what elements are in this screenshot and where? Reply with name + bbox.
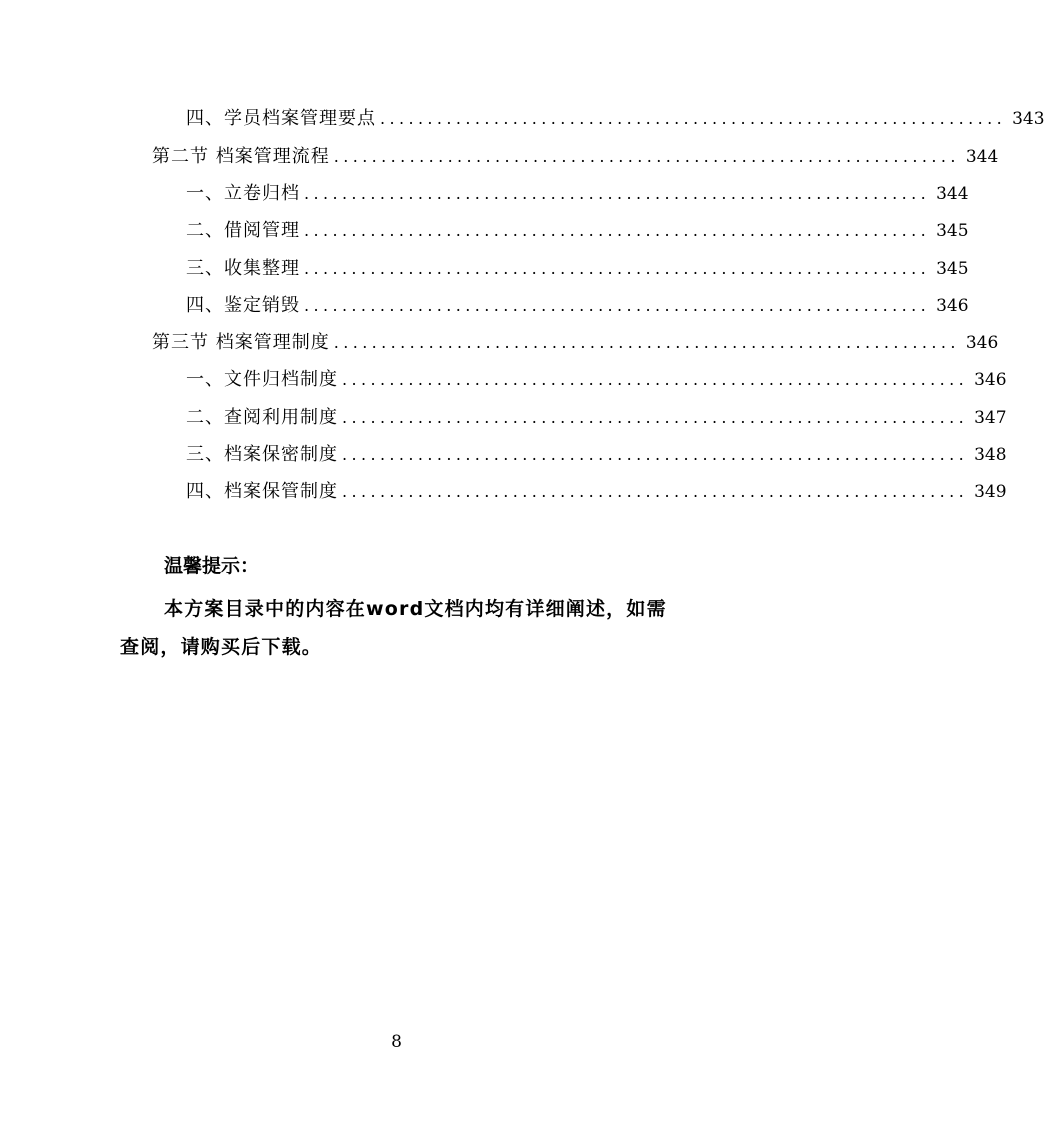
toc-entry-page: 344 [936, 184, 969, 204]
toc-entry-page: 346 [936, 296, 969, 316]
toc-entry-page: 345 [936, 259, 969, 279]
notice-heading: 温馨提示： [164, 555, 260, 577]
toc-entry[interactable] [186, 292, 969, 320]
toc-entry-title: 一、立卷归档 [186, 183, 300, 204]
toc-entry[interactable] [152, 329, 999, 357]
toc-entry-title: 四、学员档案管理要点 [186, 108, 376, 129]
notice-body: 本方案目录中的内容在word文档内均有详细阐述，如需查阅，请购买后下载。 [120, 598, 667, 658]
toc-entry[interactable] [186, 105, 1045, 133]
toc-entry-title: 三、档案保密制度 [186, 444, 338, 465]
toc-entry-page: 345 [936, 221, 969, 241]
toc-entry-title: 三、收集整理 [186, 258, 300, 279]
toc-dot-leader: .................................................................. [304, 296, 931, 315]
toc-dot-leader: .................................................................. [342, 445, 969, 464]
toc-dot-leader: .................................................................. [342, 482, 969, 501]
toc-entry-title: 二、查阅利用制度 [186, 407, 338, 428]
toc-entry[interactable] [186, 217, 969, 245]
toc-entry-title: 第二节 档案管理流程 [152, 146, 330, 167]
toc-entry[interactable] [186, 180, 969, 208]
toc-entry-page: 349 [974, 482, 1007, 502]
toc-entry[interactable] [186, 441, 1007, 469]
toc-dot-leader: .................................................................. [304, 184, 931, 203]
toc-entry[interactable] [186, 478, 1007, 506]
toc-dot-leader: .................................................................. [333, 147, 960, 166]
toc-entry-page: 346 [974, 370, 1007, 390]
toc-entry-title: 四、档案保管制度 [186, 481, 338, 502]
toc-dot-leader: .................................................................. [342, 370, 969, 389]
toc-dot-leader: .................................................................. [380, 109, 1007, 128]
toc-entry-page: 348 [974, 445, 1007, 465]
toc-dot-leader: .................................................................. [304, 221, 931, 240]
toc-entry-title: 第三节 档案管理制度 [152, 332, 330, 353]
toc-dot-leader: .................................................................. [342, 408, 969, 427]
toc-entry-page: 343 [1012, 109, 1045, 129]
toc-entry-page: 346 [965, 333, 999, 353]
toc-entry-page: 344 [965, 147, 999, 167]
toc-entry-page: 347 [974, 408, 1007, 428]
toc-dot-leader: .................................................................. [333, 333, 960, 352]
toc-entry[interactable] [152, 143, 999, 171]
toc-entry[interactable] [186, 366, 1007, 394]
toc-entry[interactable] [186, 255, 969, 283]
page-number: 8 [391, 1032, 402, 1052]
toc-dot-leader: .................................................................. [304, 259, 931, 278]
toc-entry-title: 二、借阅管理 [186, 220, 300, 241]
toc-entry[interactable] [186, 404, 1007, 432]
toc-entry-title: 四、鉴定销毁 [186, 295, 300, 316]
toc-entry-title: 一、文件归档制度 [186, 369, 338, 390]
